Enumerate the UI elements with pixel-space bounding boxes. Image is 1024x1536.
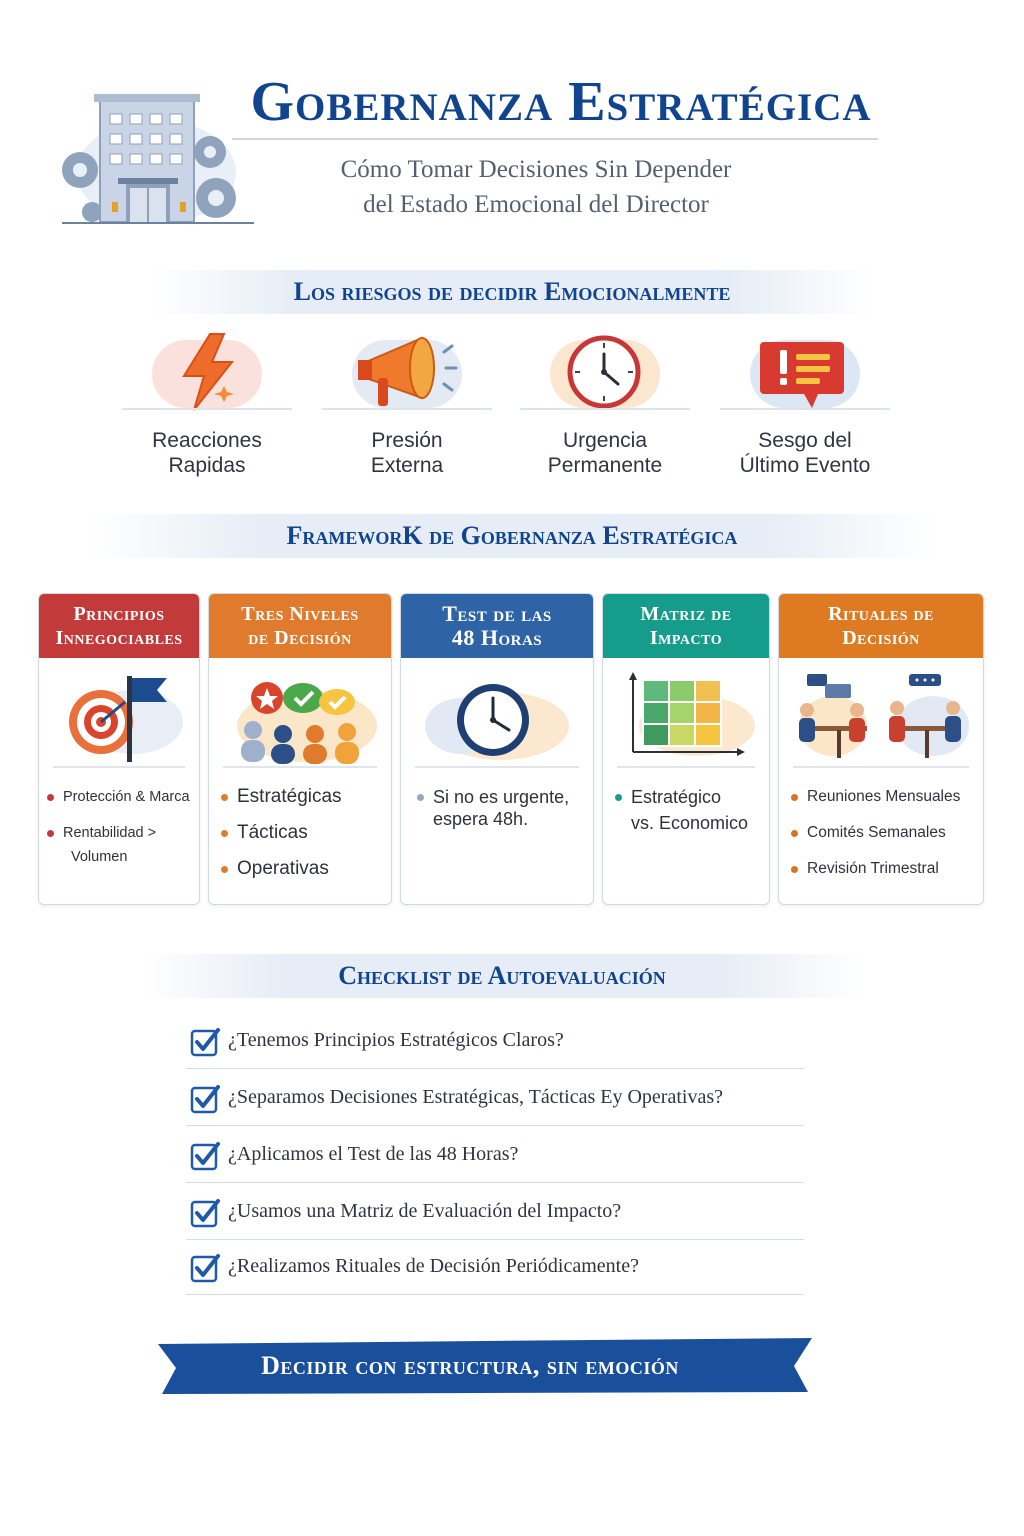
card-matriz-impacto (602, 593, 770, 905)
checklist-item[interactable] (186, 1069, 804, 1126)
card-list-item: Estratégicas (221, 786, 391, 808)
card-list-item: Operativas (221, 858, 391, 880)
card-header: Rituales de Decisión (779, 594, 983, 658)
card-list-item: Reuniones Mensuales (791, 786, 983, 808)
risk-label: Reacciones Rapidas (152, 429, 262, 477)
banner-text: Decidir con estructura, sin emoción (261, 1351, 679, 1380)
card-header: Tres Niveles de Decisión (209, 594, 391, 658)
checklist-item-label: ¿Tenemos Principios Estratégicos Claros? (228, 1028, 564, 1051)
title-divider (232, 138, 878, 140)
card-rituales-decision (778, 593, 984, 905)
card-principios (38, 593, 200, 905)
card-list-item: Revisión Trimestral (791, 858, 983, 880)
lightning-icon (174, 332, 244, 412)
card-header: Test de las 48 Horas (401, 594, 593, 658)
checklist-item[interactable] (186, 1183, 804, 1240)
risk-label: Urgencia Permanente (547, 429, 663, 477)
clock-icon (421, 672, 571, 764)
framework-section-title: FrameworK de Gobernanza Estratégica (286, 521, 738, 550)
checklist-section-header (140, 954, 864, 998)
closing-banner (158, 1338, 812, 1394)
meeting-icon (793, 670, 973, 766)
subtitle-line-1: Cómo Tomar Decisiones Sin Depender (340, 156, 732, 183)
checklist-item-label: ¿Realizamos Rituales de Decisión Periódicamente? (228, 1254, 639, 1277)
framework-section-header (90, 514, 934, 558)
clock-icon (564, 334, 644, 410)
team-levels-icon (223, 672, 379, 766)
card-list-item: Tácticas (221, 822, 391, 844)
card-list-item-continued: Volumen (71, 849, 128, 865)
checkbox-checked-icon[interactable] (190, 1253, 216, 1279)
page-title: Gobernanza Estratégica (250, 71, 872, 133)
checklist-section-title: Checklist de Autoevaluación (338, 961, 666, 990)
checklist-item-label: ¿Separamos Decisiones Estratégicas, Tácticas Ey Operativas? (228, 1085, 723, 1108)
card-list-item: Protección & Marca (47, 786, 199, 808)
risk-item-sesgo (720, 332, 890, 478)
checklist-item[interactable] (186, 1238, 804, 1295)
checklist-item-label: ¿Usamos una Matriz de Evaluación del Impacto? (228, 1199, 622, 1222)
risk-item-presion (322, 332, 492, 478)
card-list-item: Estratégico (615, 786, 769, 808)
risk-item-reacciones (122, 332, 292, 478)
card-list-item: Si no es urgente, (417, 786, 593, 808)
risks-section-title: Los riesgos de decidir Emocionalmente (293, 277, 731, 306)
matrix-grid-icon (617, 670, 757, 766)
alert-speech-icon (760, 336, 846, 410)
checkbox-checked-icon[interactable] (190, 1198, 216, 1224)
card-header: Principios Innegociables (39, 594, 199, 658)
building-gears-icon (56, 92, 260, 228)
card-tres-niveles (208, 593, 392, 905)
checklist-item[interactable] (186, 1012, 804, 1069)
risk-item-urgencia (520, 332, 690, 478)
checkbox-checked-icon[interactable] (190, 1141, 216, 1167)
card-list-item: Rentabilidad > (47, 822, 199, 844)
checklist-item[interactable] (186, 1126, 804, 1183)
checkbox-checked-icon[interactable] (190, 1027, 216, 1053)
checkbox-checked-icon[interactable] (190, 1084, 216, 1110)
target-flag-icon (49, 672, 189, 764)
card-header: Matriz de Impacto (603, 594, 769, 658)
risk-label: Sesgo del Último Evento (739, 429, 871, 477)
page-subtitle (236, 152, 836, 222)
risk-label: Presión Externa (370, 429, 444, 477)
megaphone-icon (352, 332, 462, 412)
card-list-item-continued: vs. Economico (631, 813, 749, 833)
risks-section-header (150, 270, 874, 314)
checklist-item-label: ¿Aplicamos el Test de las 48 Horas? (228, 1142, 519, 1165)
card-test-48-horas (400, 593, 594, 905)
subtitle-line-2: del Estado Emocional del Director (363, 191, 709, 218)
card-list-item-continued: espera 48h. (433, 809, 529, 829)
card-list-item: Comités Semanales (791, 822, 983, 844)
